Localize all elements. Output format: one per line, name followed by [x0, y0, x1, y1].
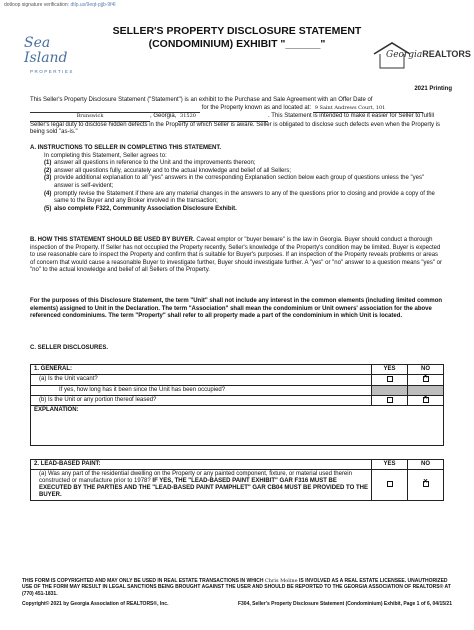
footer-line	[22, 601, 452, 607]
form-identifier: F304, Seller's Property Disclosure Statement (Condominium) Exhibit, Page 1 of 6, 04/15/21	[237, 601, 452, 607]
table-row	[31, 395, 444, 406]
list-item	[44, 206, 444, 214]
lead-paint-requirement: IF YES, THE "LEAD-BASED PAINT EXHIBIT" GAR F316 MUST BE EXECUTED BY THE PARTIES AND THE "LEAD-BASED PAINT PAMPHLET" GAR CB04 MUST BE PROVIDED TO THE BUYER.	[39, 478, 368, 498]
vacant-yes-checkbox[interactable]	[387, 376, 393, 382]
question-occupied-duration: If yes, how long has it been since the Unit has been occupied?	[31, 385, 372, 395]
leased-yes-checkbox[interactable]	[387, 397, 393, 403]
occupied-duration-blank	[408, 385, 444, 395]
section-a-lead: In completing this Statement, Seller agrees to:	[44, 152, 167, 159]
realtors-logo-text	[386, 49, 471, 60]
section-a-heading: A. INSTRUCTIONS TO SELLER IN COMPLETING THIS STATEMENT.	[30, 145, 222, 151]
occupied-duration-answer[interactable]	[372, 385, 408, 395]
verification-link[interactable]: dtlp.us/9eqt-pjjb-9f4l	[70, 2, 116, 8]
no-column-header: NO	[408, 460, 444, 470]
footer-text-2: IS INVOLVED AS A REAL ESTATE LICENSEE. UNAUTHORIZED USE OF THE FORM MAY RESULT IN LEGAL SANCTIONS BEING BROUGHT AGAINST THE USER AND SHOULD BE REPORTED TO THE GEORGIA ASSOCIATION OF REALTORS® AT (770) 451-1831.	[22, 578, 451, 597]
section-a-list	[30, 153, 444, 214]
leased-no-checkbox[interactable]	[423, 397, 429, 403]
list-item-number: (2)	[44, 167, 52, 174]
logo-realtors-text: REALTORS	[422, 49, 471, 59]
explanation-label: EXPLANATION:	[34, 407, 79, 414]
general-heading: 1. GENERAL:	[31, 365, 372, 375]
printing-year: 2021 Printing	[414, 86, 452, 92]
document-title	[98, 25, 376, 51]
list-item	[44, 175, 444, 190]
list-item	[44, 191, 444, 206]
footer-text-1: THIS FORM IS COPYRIGHTED AND MAY ONLY BE USED IN REAL ESTATE TRANSACTIONS IN WHICH	[22, 578, 264, 584]
question-lead-paint	[31, 470, 372, 501]
sea-island-logo	[24, 36, 82, 72]
section-b-text: Caveat emptor or "buyer beware" is the law in Georgia. Buyer should conduct a thorough inspection of the Property. If Seller has not occupied the Property recently, Seller's knowledge of the Property's condition may be limited. Buyer is expected to use reasonable care to inspect the Property and confirm that is suitable for Buyer's purposes. If an inspection of the Property reveals problems or areas of concern that would cause a reasonable Buyer to investigate further, Buyer should investigate further. A "yes" or "no" answer to a question means "yes" or "no" to the actual knowledge and belief of all Sellers of the Property.	[30, 237, 443, 274]
lead-paint-disclosure-table	[30, 459, 444, 501]
yes-column-header: YES	[372, 365, 408, 375]
lead-paint-heading: 2. LEAD-BASED PAINT:	[31, 460, 372, 470]
intro-paragraph	[30, 97, 444, 137]
section-b-heading: B. HOW THIS STATEMENT SHOULD BE USED BY BUYER.	[30, 237, 195, 243]
list-item-text: answer all questions fully, accurately and to the actual knowledge and belief of all Sellers;	[54, 167, 292, 174]
lead-paint-yes-checkbox[interactable]	[387, 481, 393, 487]
leased-yes-cell	[372, 395, 408, 406]
list-item	[44, 168, 444, 176]
question-unit-leased: (b) Is the Unit or any portion thereof leased?	[31, 395, 372, 406]
lead-paint-no-cell	[408, 470, 444, 501]
section-a-instructions	[30, 145, 444, 213]
list-item	[44, 160, 444, 168]
intro-text-1: This Seller's Property Disclosure Statement ("Statement") is an exhibit to the Purchase and Sale Agreement with an Offer Date of	[30, 97, 373, 103]
yes-column-header: YES	[372, 460, 408, 470]
vacant-no-checkbox[interactable]	[423, 376, 429, 382]
table-row	[31, 470, 444, 501]
no-column-header: NO	[408, 365, 444, 375]
list-item-number: (1)	[44, 160, 52, 167]
verification-label: dotloop signature verification:	[4, 2, 70, 8]
vacant-yes-cell	[372, 375, 408, 386]
logo-georgia-text: Georgia	[386, 50, 423, 60]
list-item-text: also complete F322, Community Association Disclosure Exhibit.	[54, 205, 237, 212]
table-row	[31, 460, 444, 470]
table-row	[31, 406, 444, 446]
title-line-2: (CONDOMINIUM) EXHIBIT "______"	[148, 38, 326, 50]
property-address-field[interactable]: 9 Saint Andrews Court, 101	[313, 105, 423, 114]
zip-field[interactable]: 31520	[178, 113, 268, 122]
intro-text-4: . This Statement is intended to make it easier for Seller to fulfill Seller's legal duty to disclose hidden defects in the Property of which Seller is aware. Seller is obligated to disclose such defects even when the Property is being sold "as-is."	[30, 113, 441, 136]
lead-paint-no-checkbox[interactable]	[423, 481, 429, 487]
georgia-realtors-logo	[372, 40, 471, 70]
list-item-text: promptly revise the Statement if there are any material changes in the answers to any of the questions prior to closing and provide a copy of the same to the Buyer and any Broker involved in the transaction;	[54, 190, 435, 205]
sea-island-logo-tag: PROPERTIES	[30, 69, 74, 74]
list-item-text: answer all questions in reference to the Unit and the improvements thereon;	[54, 160, 256, 167]
list-item-number: (4)	[44, 190, 52, 197]
list-item-number: (3)	[44, 175, 52, 182]
table-row	[31, 375, 444, 386]
copyright-text: Copyright© 2021 by Georgia Association of REALTORS®, Inc.	[22, 601, 169, 607]
lead-paint-yes-cell	[372, 470, 408, 501]
general-disclosure-table	[30, 364, 444, 446]
table-row	[31, 385, 444, 395]
section-b-usage	[30, 237, 444, 275]
section-c-heading: C. SELLER DISCLOSURES.	[30, 345, 109, 351]
title-line-1: SELLER'S PROPERTY DISCLOSURE STATEMENT	[112, 25, 362, 37]
question-unit-vacant: (a) Is the Unit vacant?	[31, 375, 372, 386]
intro-text-2: for the Property known as and located at:	[201, 104, 312, 111]
list-item-number: (5)	[44, 205, 52, 212]
vacant-no-cell	[408, 375, 444, 386]
intro-text-3: , Georgia,	[150, 113, 177, 120]
sea-island-logo-name: Sea Island	[24, 35, 68, 66]
offer-date-field[interactable]	[30, 105, 200, 114]
licensee-name: Chris Moline	[264, 578, 298, 584]
general-explanation-field[interactable]	[31, 406, 444, 446]
city-field[interactable]: Brunswick	[30, 113, 150, 122]
definitions-paragraph: For the purposes of this Disclosure Statement, the term "Unit" shall not include any interest in the common elements (including limited common elements) assigned to Unit in the Declaration. The term "Association" shall mean the condominium or Unit owners' association for the above referenced condominiums. The term "Property" shall refer to all property made a part of the condominium in which Unit is located.	[30, 298, 443, 320]
list-item-text: provide additional explanation to all "yes" answers in the corresponding Explanation section below each group of questions unless the "yes" answer is self-evident;	[54, 175, 425, 189]
signature-verification	[4, 2, 115, 8]
lead-paint-question-text: (a) Was any part of the residential dwelling on the Property or any painted component, fixture, or material used therein constructed or manufacture prior to 1978?	[39, 471, 352, 484]
table-row	[31, 365, 444, 375]
leased-no-cell	[408, 395, 444, 406]
copyright-notice	[22, 578, 452, 597]
